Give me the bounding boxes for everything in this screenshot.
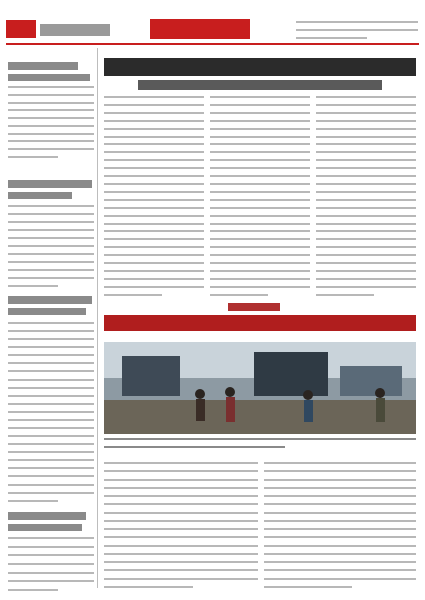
lead-column-3: [316, 96, 416, 296]
lead-subheadline: [138, 80, 382, 90]
second-column-1: [104, 462, 258, 588]
left-article-2-headline: [8, 180, 92, 188]
left-article-2-subhead: [8, 192, 72, 199]
left-article-4-headline: [8, 512, 86, 520]
second-kicker: [228, 303, 280, 311]
left-article-3-headline: [8, 296, 92, 304]
left-article-1-subhead: [8, 74, 90, 81]
left-article-4-subhead: [8, 524, 82, 531]
second-column-2: [264, 462, 416, 588]
lead-column-2: [210, 96, 310, 296]
lead-column-1: [104, 96, 204, 296]
left-article-3-body: [8, 322, 94, 502]
lead-headline: [104, 58, 416, 76]
left-article-2-body: [8, 205, 94, 287]
section-title-block: [40, 24, 110, 36]
left-article-1-body: [8, 86, 94, 158]
masthead-logo: [150, 19, 250, 39]
masthead-rule: [6, 43, 419, 45]
left-article-4-body: [8, 537, 94, 591]
photo-caption: [104, 438, 416, 448]
page-number-badge: [6, 20, 36, 38]
left-column-divider: [97, 48, 98, 588]
issue-info-block: [296, 21, 418, 39]
second-headline: [104, 315, 416, 331]
museum-photo: [104, 342, 416, 434]
museum-photo-graphic: [104, 342, 416, 434]
left-article-1-headline: [8, 62, 78, 70]
left-article-3-subhead: [8, 308, 86, 315]
